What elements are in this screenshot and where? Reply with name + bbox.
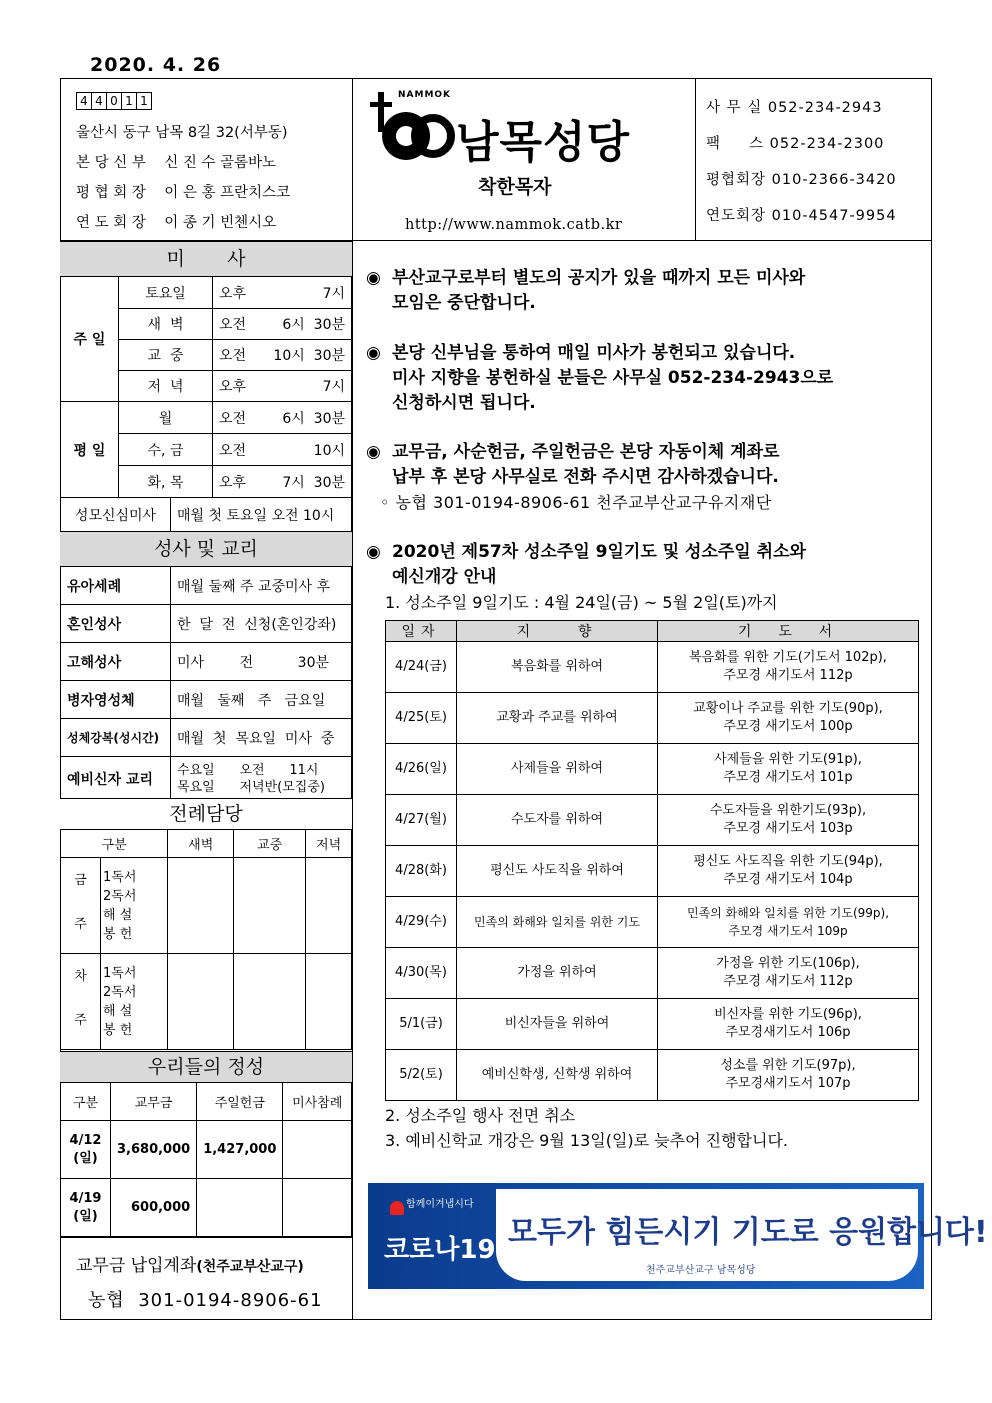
mass-day: 토요일 — [119, 277, 213, 309]
prayer-row — [386, 744, 919, 795]
notice-line: 신청하시면 됩니다. — [392, 393, 536, 413]
prayer-header: 지 향 — [457, 621, 658, 642]
prayer-date: 4/24(금) — [386, 642, 457, 693]
offering-dues: 3,680,000 — [111, 1121, 197, 1179]
liturgy-role: 2독서 — [103, 984, 137, 1000]
mass-ampm: 오전 — [213, 402, 257, 434]
sacrament-label: 병자영성체 — [61, 681, 171, 719]
offering-date — [61, 1179, 111, 1237]
motto: 착한목자 — [478, 176, 552, 198]
prayer-row — [386, 948, 919, 999]
zip-code — [76, 92, 151, 110]
bulletin-date: 2020. 4. 26 — [90, 54, 222, 76]
bullet-icon: ◉ — [366, 442, 381, 462]
sacrament-value: 매월 둘째 주 금요일 — [171, 681, 352, 719]
prayer-book — [658, 1050, 919, 1101]
mass-time: 6시 30분 — [257, 402, 352, 434]
account-title-line — [76, 1251, 304, 1276]
special-mass-table — [60, 497, 352, 532]
banner-corona: 코로나19 — [384, 1235, 496, 1265]
mass-ampm: 오전 — [213, 434, 257, 466]
zip-digit: 1 — [136, 92, 152, 110]
mass-day: 새 벽 — [119, 309, 213, 340]
mass-ampm: 오전 — [213, 340, 257, 371]
liturgy-cell — [306, 954, 352, 1050]
contact-label: 사 무 실 — [706, 100, 763, 116]
pastor-label: 본 당 신 부 — [76, 155, 146, 171]
bullet-icon: ◉ — [366, 268, 381, 288]
prayer-book-line: 복음화를 위한 기도(기도서 102p), — [689, 650, 887, 665]
zip-digit: 4 — [91, 92, 107, 110]
prayer-intention: 교황과 주교를 위하여 — [457, 693, 658, 744]
special-mass-label: 성모신심미사 — [61, 498, 171, 532]
liturgy-cell — [168, 858, 234, 954]
notice-item — [366, 266, 805, 316]
prayer-date: 4/30(목) — [386, 948, 457, 999]
mass-time: 10시 — [257, 434, 352, 466]
mass-ampm: 오후 — [213, 371, 257, 402]
liturgy-roles — [101, 858, 168, 954]
sacrament-label: 유아세례 — [61, 567, 171, 605]
prayer-book-line: 주모경새기도서 106p — [725, 1025, 851, 1040]
council-name: 이 은 홍 프란치스코 — [164, 185, 291, 201]
prayer-intention: 사제들을 위하여 — [457, 744, 658, 795]
prayer-intention: 가정을 위하여 — [457, 948, 658, 999]
church-logo — [368, 88, 688, 168]
prayer-date: 4/25(토) — [386, 693, 457, 744]
prayer-row — [386, 999, 919, 1050]
prayer-header: 일자 — [386, 621, 457, 642]
banner-message-box — [496, 1189, 988, 1281]
prayer-date: 4/29(수) — [386, 897, 457, 948]
pastor-line — [76, 151, 276, 172]
after-note: 2. 성소주일 행사 전면 취소 — [385, 1106, 576, 1125]
mass-day: 교 중 — [119, 340, 213, 371]
prayer-intention: 민족의 화해와 일치를 위한 기도 — [457, 897, 658, 948]
prayer-book — [658, 897, 919, 948]
liturgy-group-label — [61, 858, 101, 954]
liturgy-header: 구분 — [61, 830, 168, 858]
bullet-icon: ◉ — [366, 542, 381, 562]
mass-time: 7시 — [257, 277, 352, 309]
sacrament-value: 매월 둘째 주 교중미사 후 — [171, 567, 352, 605]
offering-sunday — [197, 1179, 283, 1237]
liturgy-role: 1독서 — [103, 869, 137, 885]
prayer-book-line: 평신도 사도직을 위한 기도(94p), — [693, 854, 883, 869]
prayer-intention: 예비신학생, 신학생 위하여 — [457, 1050, 658, 1101]
notice-line: 미사 지향을 봉헌하실 분들은 사무실 052-234-2943으로 — [392, 368, 834, 388]
liturgy-role: 1독서 — [103, 965, 137, 981]
logo-english: NAMMOK — [398, 90, 452, 100]
prayer-book-line: 민족의 화해와 일치를 위한 기도(99p), — [686, 906, 890, 920]
prayer-book-line: 사제들을 위한 기도(91p), — [714, 752, 862, 767]
prayer-book — [658, 948, 919, 999]
sacrament-value: 미사 전 30분 — [171, 643, 352, 681]
contact-council — [706, 168, 897, 189]
contact-value: 010-2366-3420 — [771, 172, 897, 188]
mass-schedule-table — [60, 276, 352, 498]
notice-line: 모임은 중단합니다. — [392, 293, 536, 313]
account-number: 농협 301-0194-8906-61 — [88, 1290, 323, 1311]
prayer-row — [386, 846, 919, 897]
sacrament-label: 성체강복(성시간) — [61, 719, 171, 757]
liturgy-role: 해 설 — [103, 1003, 133, 1019]
liturgy-header: 교중 — [234, 830, 306, 858]
mass-ampm: 오후 — [213, 466, 257, 498]
prayer-book-line: 주모경 새기도서 103p — [723, 821, 853, 836]
liturgy-role: 해 설 — [103, 907, 133, 923]
siren-icon — [390, 1201, 404, 1215]
header-right-divider — [695, 78, 696, 240]
account-title: 교무금 납입계좌 — [76, 1256, 197, 1276]
council-president-line — [76, 181, 290, 202]
prayer-book-line: 주모경 새기도서 109p — [728, 924, 848, 938]
liturgy-group-top: 금 — [74, 873, 87, 888]
prayer-book-line: 주모경 새기도서 100p — [723, 719, 853, 734]
notice-line: 부산교구로부터 별도의 공지가 있을 때까지 모든 미사와 — [392, 268, 806, 288]
prayer-book — [658, 795, 919, 846]
offering-date-value: 4/12 — [69, 1132, 102, 1148]
liturgy-section-title: 전례담당 — [60, 798, 352, 830]
mass-time: 10시 30분 — [257, 340, 352, 371]
column-divider — [352, 78, 353, 1320]
mass-time: 6시 30분 — [257, 309, 352, 340]
prayer-intention: 평신도 사도직을 위하여 — [457, 846, 658, 897]
prayer-header: 기 도 서 — [658, 621, 919, 642]
prayer-date: 5/2(토) — [386, 1050, 457, 1101]
contact-label: 연도회장 — [706, 208, 767, 224]
council-label: 평 협 회 장 — [76, 185, 146, 201]
banner-tag: 함께이겨냅시다 — [406, 1199, 474, 1210]
mass-day: 화, 목 — [119, 466, 213, 498]
account-org: (천주교부산교구) — [196, 1259, 304, 1275]
prayer-book — [658, 744, 919, 795]
prayer-intention: 비신자들을 위하여 — [457, 999, 658, 1050]
prayer-book — [658, 693, 919, 744]
liturgy-header: 저녁 — [306, 830, 352, 858]
liturgy-role: 봉 헌 — [103, 926, 133, 942]
banner-message: 모두가 힘든시기 기도로 응원합니다! — [508, 1215, 988, 1250]
offering-sunday: 1,427,000 — [197, 1121, 283, 1179]
notice-item — [366, 540, 806, 590]
offering-table — [60, 1082, 352, 1237]
weekday-label: 평 일 — [61, 402, 119, 498]
zip-digit: 1 — [121, 92, 137, 110]
prayer-book — [658, 999, 919, 1050]
offering-header: 교무금 — [111, 1083, 197, 1121]
prayer-book-line: 주모경 새기도서 101p — [723, 770, 853, 785]
liturgy-cell — [234, 858, 306, 954]
special-mass-value: 매월 첫 토요일 오전 10시 — [171, 498, 352, 532]
notice-line: 2020년 제57차 성소주일 9일기도 및 성소주일 취소와 — [392, 542, 806, 562]
liturgy-cell — [168, 954, 234, 1050]
sacraments-section-title: 성사 및 교리 — [60, 531, 352, 567]
prayer-book-line: 주모경 새기도서 104p — [723, 872, 853, 887]
mass-day: 수, 금 — [119, 434, 213, 466]
prayer-book-line: 주모경 새기도서 112p — [723, 974, 853, 989]
notice-line: 본당 신부님을 통하여 매일 미사가 봉헌되고 있습니다. — [392, 343, 796, 363]
liturgy-role: 2독서 — [103, 888, 137, 904]
yeondo-president-line — [76, 211, 276, 232]
prayer-row — [386, 795, 919, 846]
prayer-date: 4/28(화) — [386, 846, 457, 897]
sacrament-value: 매월 첫 목요일 미사 중 — [171, 719, 352, 757]
mass-day: 월 — [119, 402, 213, 434]
mass-day: 저 녁 — [119, 371, 213, 402]
banner-footer: 천주교부산교구 남목성당 — [646, 1265, 756, 1276]
catechumen-label: 예비신자 교리 — [61, 757, 171, 801]
prayer-book-line: 비신자를 위한 기도(96p), — [714, 1007, 862, 1022]
bullet-icon: ◉ — [366, 343, 381, 363]
liturgy-group-top: 차 — [74, 969, 87, 984]
prayer-row — [386, 693, 919, 744]
prayer-row — [386, 642, 919, 693]
offering-dues: 600,000 — [111, 1179, 197, 1237]
contact-fax — [706, 132, 884, 153]
sacrament-label: 혼인성사 — [61, 605, 171, 643]
yeondo-name: 이 종 기 빈첸시오 — [164, 215, 277, 231]
prayer-book-line: 주모경새기도서 107p — [725, 1076, 851, 1091]
catechumen-line: 수요일 오전 11시 — [177, 762, 319, 778]
prayer-book — [658, 642, 919, 693]
liturgy-header: 새벽 — [168, 830, 234, 858]
offering-attendance — [283, 1179, 352, 1237]
liturgy-group-label — [61, 954, 101, 1050]
offering-date-value: 4/19 — [69, 1190, 102, 1206]
notice-item — [366, 440, 779, 490]
offering-header: 미사참례 — [283, 1083, 352, 1121]
prayer-date: 5/1(금) — [386, 999, 457, 1050]
mass-section-title: 미 사 — [60, 241, 352, 277]
liturgy-cell — [306, 858, 352, 954]
church-address: 울산시 동구 남목 8길 32(서부동) — [76, 125, 288, 141]
contact-office — [706, 96, 883, 117]
zip-digit: 4 — [76, 92, 92, 110]
liturgy-group-bottom: 주 — [74, 917, 87, 932]
mass-time: 7시 — [257, 371, 352, 402]
prayer-book-line: 가정을 위한 기도(106p), — [716, 956, 860, 971]
mass-time: 7시 30분 — [257, 466, 352, 498]
notice-line: 교무금, 사순헌금, 주일헌금은 본당 자동이체 계좌로 — [392, 442, 780, 462]
prayer-intention: 수도자를 위하여 — [457, 795, 658, 846]
prayer-date: 4/27(월) — [386, 795, 457, 846]
contact-value: 052-234-2943 — [767, 100, 883, 116]
corona-banner — [368, 1183, 988, 1289]
logo-name: 남목성당 — [456, 117, 631, 168]
sunday-label: 주 일 — [61, 277, 119, 402]
mass-ampm: 오전 — [213, 309, 257, 340]
novena-line: 1. 성소주일 9일기도 : 4월 24일(금) ~ 5월 2일(토)까지 — [385, 593, 778, 612]
novena-prayer-table — [385, 620, 919, 1101]
after-note: 3. 예비신학교 개강은 9월 13일(일)로 늦추어 진행합니다. — [385, 1131, 789, 1150]
offering-date — [61, 1121, 111, 1179]
sacraments-table — [60, 566, 352, 801]
cross-logo-icon — [368, 92, 458, 162]
prayer-book-line: 수도자들을 위한기도(93p), — [709, 803, 867, 818]
contact-yeondo — [706, 204, 897, 225]
prayer-row — [386, 897, 919, 948]
zip-digit: 0 — [106, 92, 122, 110]
sacrament-value: 한 달 전 신청(혼인강좌) — [171, 605, 352, 643]
liturgy-table — [60, 829, 352, 1050]
contact-value: 010-4547-9954 — [771, 208, 897, 224]
liturgy-roles — [101, 954, 168, 1050]
notice-line: 납부 후 본당 사무실로 전화 주시면 감사하겠습니다. — [392, 467, 779, 487]
liturgy-role: 봉 헌 — [103, 1022, 133, 1038]
website-link[interactable]: http://www.nammok.catb.kr — [405, 217, 623, 233]
notice-item — [366, 341, 833, 416]
prayer-book-line: 교황이나 주교를 위한 기도(90p), — [693, 701, 883, 716]
contact-label: 평협회장 — [706, 172, 767, 188]
offering-day-value: (일) — [73, 1150, 98, 1166]
prayer-intention: 복음화를 위하여 — [457, 642, 658, 693]
sacrament-label: 고해성사 — [61, 643, 171, 681]
liturgy-group-bottom: 주 — [74, 1013, 87, 1028]
prayer-book-line: 성소를 위한 기도(97p), — [720, 1058, 856, 1073]
catechumen-schedule — [171, 757, 352, 801]
contact-label: 팩 스 — [706, 136, 765, 152]
prayer-book-line: 주모경 새기도서 112p — [723, 668, 853, 683]
notice-line: 예신개강 안내 — [392, 567, 497, 587]
offering-day-value: (일) — [73, 1208, 98, 1224]
liturgy-cell — [234, 954, 306, 1050]
prayer-book — [658, 846, 919, 897]
mass-ampm: 오후 — [213, 277, 257, 309]
offering-section-title: 우리들의 정성 — [60, 1051, 352, 1083]
account-divider — [60, 1237, 352, 1238]
account-note: ◦ 농협 301-0194-8906-61 천주교부산교구유지재단 — [380, 493, 772, 512]
prayer-date: 4/26(일) — [386, 744, 457, 795]
offering-header: 구분 — [61, 1083, 111, 1121]
pastor-name: 신 진 수 골롬바노 — [164, 155, 277, 171]
prayer-row — [386, 1050, 919, 1101]
contact-value: 052-234-2300 — [769, 136, 885, 152]
yeondo-label: 연 도 회 장 — [76, 215, 146, 231]
catechumen-line: 목요일 저녁반(모집중) — [177, 779, 325, 795]
offering-header: 주일헌금 — [197, 1083, 283, 1121]
offering-attendance — [283, 1121, 352, 1179]
